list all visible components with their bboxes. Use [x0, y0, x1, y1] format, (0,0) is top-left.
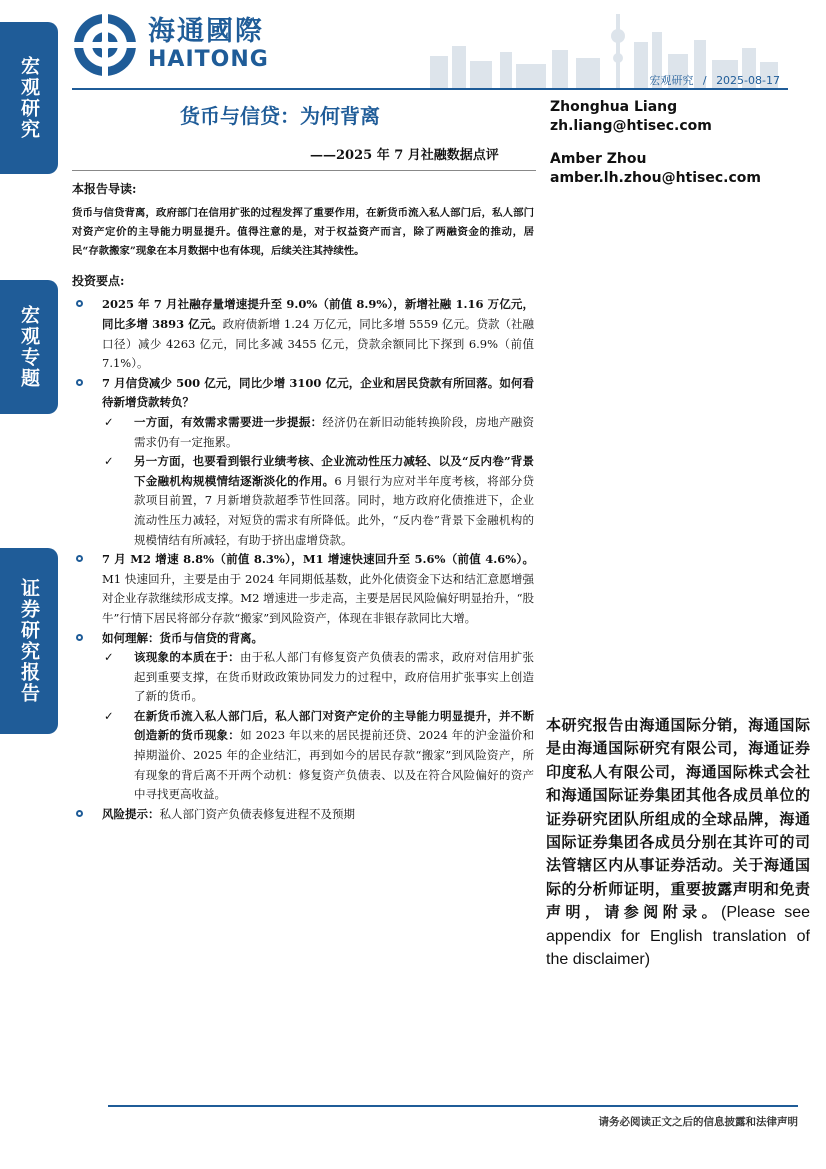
disclaimer-block [546, 714, 810, 971]
key-point-text: 政府债新增 1.24 万亿元，同比多增 5559 亿元。贷款（社融口径）减少 4263 亿元，同比多减 3455 亿元，贷款余额同比下探到 6.9%（前值 7.1%）。 [102, 317, 535, 371]
side-tab-macro-research: 宏观研究 [0, 22, 58, 174]
author-email[interactable]: amber.lh.zhou@htisec.com [550, 170, 761, 186]
key-point-text: M1 快速回升，主要是由于 2024 年同期低基数，此外化债资金下达和结汇意愿增强对企业存款继续形成支撑。M2 增速进一步走高，主要是居民风险偏好明显抬升，“股牛”行情下居民将部分存款“搬家”到风险资产，体现在非银存款同比大增。 [102, 571, 534, 625]
report-meta [649, 72, 780, 88]
bullet-circle-icon [76, 555, 83, 562]
footer-divider [108, 1105, 798, 1107]
sub-point [72, 413, 534, 452]
header-divider [72, 88, 788, 90]
bullet-circle-icon [76, 300, 83, 307]
report-subtitle: ——2025 年 7 月社融数据点评 [310, 148, 499, 163]
logo-english-name: HAITONG [148, 47, 269, 72]
key-point-bold: 如何理解：货币与信贷的背离。 [102, 630, 263, 645]
sub-point-text: 6 月银行为应对半年度考核，将部分贷款项目前置，7 月新增贷款超季节性回落。同时，地方政府化债推进下，企业流动性压力减轻，对短贷的需求有所降低。此外，“反内卷”背景下金融机构的规模情结有所减轻，有助于挤出虚增贷款。 [134, 473, 534, 547]
sub-point [72, 707, 534, 805]
side-tab-macro-topic: 宏观专题 [0, 280, 58, 414]
report-date: 2025-08-17 [716, 74, 780, 87]
sub-point-text: 经济仍在新旧动能转换阶段，房地产融资需求仍有一定拖累。 [134, 414, 535, 449]
sub-point-bold: 该现象的本质在于： [134, 650, 240, 665]
key-point [72, 550, 534, 628]
key-point [72, 295, 534, 373]
author-block [550, 150, 761, 188]
risk-heading: 风险提示： [102, 806, 160, 821]
key-point [72, 629, 534, 649]
report-body [72, 180, 534, 824]
sub-point-text: 如 2023 年以来的居民提前还贷、2024 年的沪金溢价和掉期溢价、2025 年的企业结汇，再到如今的居民存款“搬家”到风险资产，所有现象的背后离不开两个动机：修复资产负债表、以及在符合风险偏好的资产中寻找更高收益。 [134, 728, 535, 802]
check-icon: ✓ [104, 708, 114, 723]
author-block [550, 98, 712, 136]
haitong-emblem-icon [72, 12, 138, 78]
meta-separator: / [702, 74, 707, 87]
check-icon: ✓ [104, 414, 114, 429]
risk-text: 私人部门资产负债表修复进程不及预期 [159, 806, 355, 821]
check-icon: ✓ [104, 454, 114, 469]
disclaimer-chinese: 本研究报告由海通国际分销，海通国际是由海通国际研究有限公司，海通证券印度私人有限公司，海通国际株式会社和海通国际证券集团其他各成员单位的证券研究团队所组成的全球品牌，海通国际证券集团各成员分别在其许可的司法管辖区内从事证券活动。关于海通国际的分析师证明，重要披露声明和免责声明，请参阅附录。 [546, 716, 810, 922]
check-icon: ✓ [104, 650, 114, 665]
author-email[interactable]: zh.liang@htisec.com [550, 118, 712, 134]
sub-point-bold: 在新货币流入私人部门后，私人部门对资产定价的主导能力明显提升，并不断创造新的货币现象： [134, 708, 534, 743]
intro-text: 货币与信贷背离，政府部门在信用扩张的过程发挥了重要作用，在新货币流入私人部门后，私人部门对资产定价的主导能力明显提升。值得注意的是，对于权益资产而言，除了两融资金的推动，居民“存款搬家”现象在本月数据中也有体现，后续关注其持续性。 [72, 206, 534, 258]
sub-point-bold: 另一方面，也要看到银行业绩考核、企业流动性压力减轻、以及“反内卷”背景下金融机构规模情结逐渐淡化的作用。 [134, 454, 534, 488]
title-divider [72, 170, 536, 171]
bullet-circle-icon [76, 379, 83, 386]
intro-heading: 本报告导读: [72, 182, 137, 196]
key-point [72, 374, 534, 413]
sub-point-text: 由于私人部门有修复资产负债表的需求，政府对信用扩张起到重要支撑，在货币财政政策协同发力的过程中，政府信用扩张事实上创造了新的货币。 [134, 650, 535, 704]
bullet-circle-icon [76, 810, 83, 817]
report-category: 宏观研究 [649, 74, 694, 87]
footer-notice: 请务必阅读正文之后的信息披露和法律声明 [598, 1116, 798, 1128]
side-tab-securities-report: 证券研究报告 [0, 548, 58, 734]
logo-chinese-name: 海通國際 [148, 16, 264, 47]
haitong-logo [72, 12, 269, 78]
author-name: Amber Zhou [550, 151, 647, 167]
key-point [72, 805, 534, 825]
report-title: 货币与信贷：为何背离 [180, 104, 380, 128]
author-name: Zhonghua Liang [550, 99, 678, 115]
points-heading: 投资要点: [72, 273, 125, 288]
key-point-bold: 7 月信贷减少 500 亿元，同比少增 3100 亿元，企业和居民贷款有所回落。如何看待新增贷款转负？ [102, 375, 534, 410]
sub-point [72, 648, 534, 707]
disclaimer-english: (Please see appendix for English translation of the disclaimer) [546, 904, 810, 969]
sub-point-bold: 一方面，有效需求需要进一步提振： [134, 414, 323, 429]
sub-point [72, 452, 534, 550]
key-point-bold: 2025 年 7 月社融存量增速提升至 9.0%（前值 8.9%），新增社融 1.16 万亿元，同比多增 3893 亿元。 [102, 297, 534, 331]
bullet-circle-icon [76, 634, 83, 641]
key-point-bold: 7 月 M2 增速 8.8%（前值 8.3%），M1 增速快速回升至 5.6%（前值 4.6%）。 [102, 552, 534, 567]
